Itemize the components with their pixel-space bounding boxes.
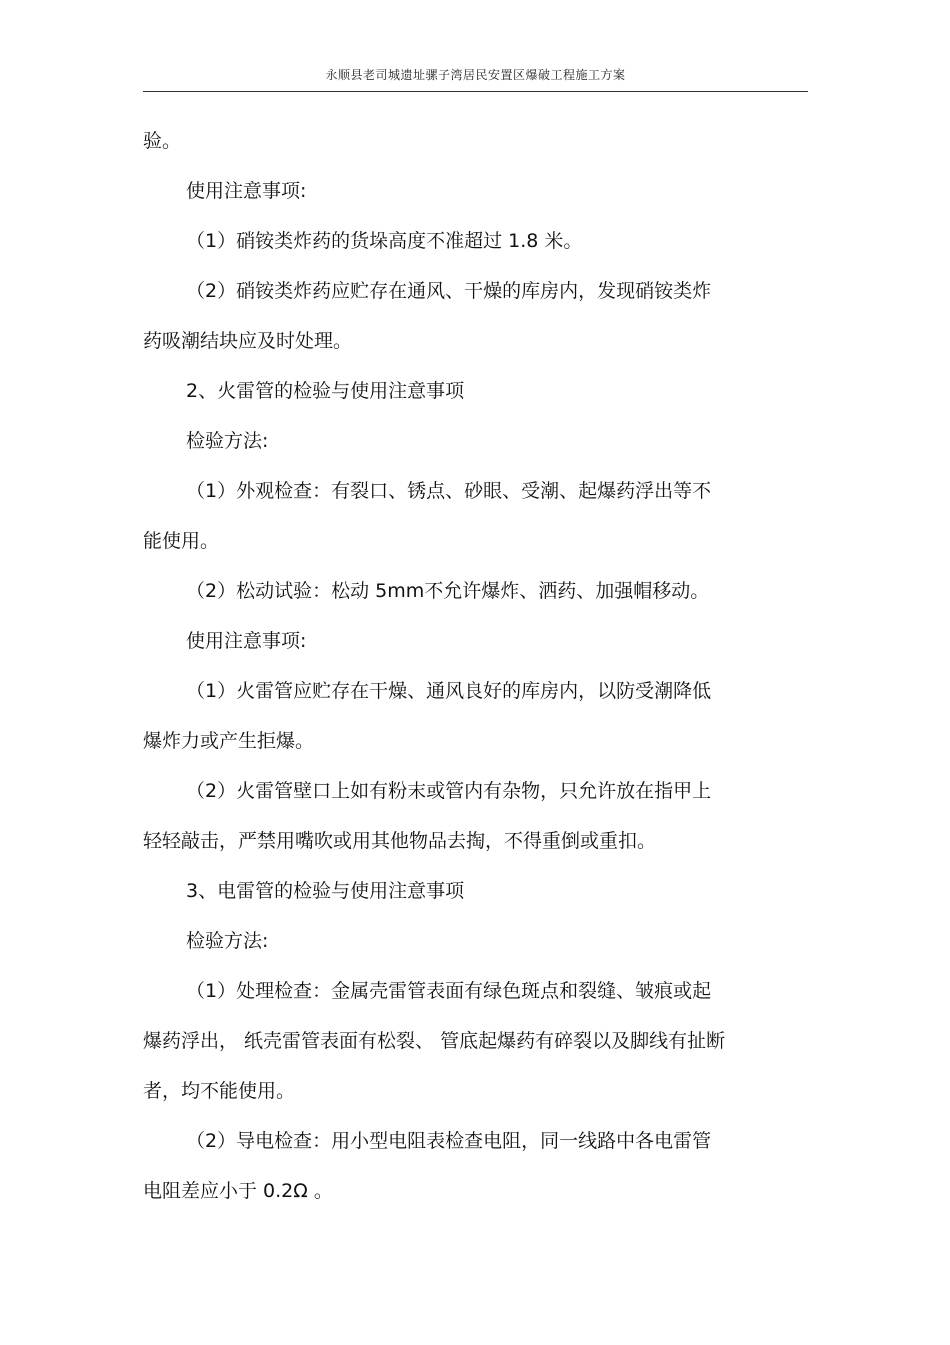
text-line: 爆炸力或产生拒爆。 <box>143 730 315 752</box>
text-line: 爆药浮出， 纸壳雷管表面有松裂、 管底起爆药有碎裂以及脚线有扯断 <box>143 1030 726 1052</box>
text-line: 检验方法: <box>186 430 269 452</box>
text-line: 药吸潮结块应及时处理。 <box>143 330 353 352</box>
page-header-title: 永顺县老司城遗址骡子湾居民安置区爆破工程施工方案 <box>325 68 626 82</box>
text-line: 使用注意事项: <box>186 630 307 652</box>
text-line: 轻轻敲击，严禁用嘴吹或用其他物品去掏，不得重倒或重扣。 <box>143 830 657 852</box>
text-line: 检验方法: <box>186 930 269 952</box>
text-line: 使用注意事项: <box>186 180 307 202</box>
text-line: （1）硝铵类炸药的货垛高度不准超过 1.8 米。 <box>186 230 583 252</box>
text-line: （2）导电检查：用小型电阻表检查电阻，同一线路中各电雷管 <box>186 1130 712 1152</box>
text-line: （2）硝铵类炸药应贮存在通风、干燥的库房内，发现硝铵类炸 <box>186 280 712 302</box>
text-line: 者，均不能使用。 <box>143 1080 296 1102</box>
text-line: 验。 <box>143 130 182 152</box>
text-line: （1）火雷管应贮存在干燥、通风良好的库房内，以防受潮降低 <box>186 680 712 702</box>
text-line: （1）处理检查：金属壳雷管表面有绿色斑点和裂缝、皱痕或起 <box>186 980 712 1002</box>
text-line: 能使用。 <box>143 530 220 552</box>
header-divider <box>143 91 808 92</box>
text-line: 电阻差应小于 0.2Ω 。 <box>143 1180 333 1202</box>
text-line: （2）松动试验：松动 5mm不允许爆炸、洒药、加强帽移动。 <box>186 580 710 602</box>
section-heading: 2、火雷管的检验与使用注意事项 <box>186 380 465 402</box>
section-heading: 3、电雷管的检验与使用注意事项 <box>186 880 465 902</box>
text-line: （1）外观检查：有裂口、锈点、砂眼、受潮、起爆药浮出等不 <box>186 480 712 502</box>
text-line: （2）火雷管壁口上如有粉末或管内有杂物，只允许放在指甲上 <box>186 780 712 802</box>
